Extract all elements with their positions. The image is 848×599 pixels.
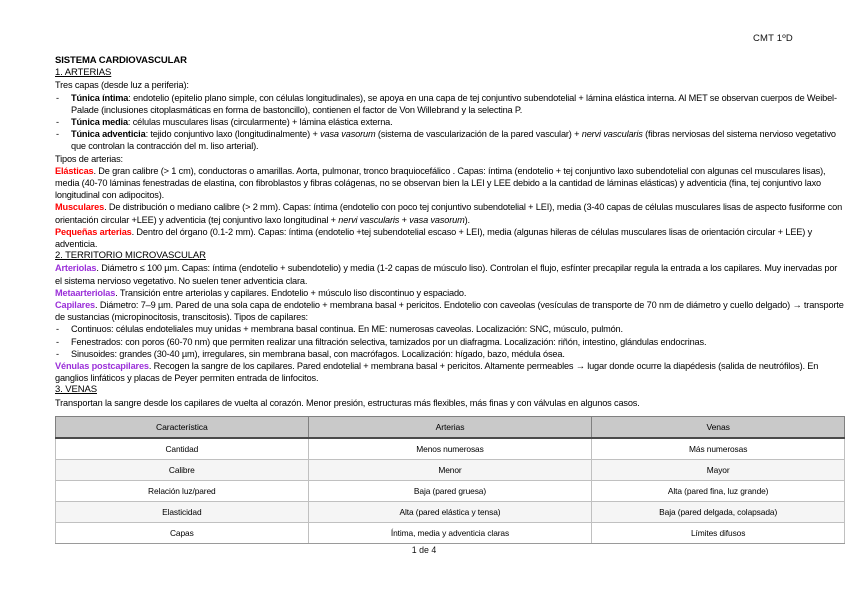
table-cell: Baja (pared delgada, colapsada) (592, 501, 845, 522)
dash-bullet-icon: - (56, 92, 59, 103)
list-item (55, 323, 845, 335)
table-cell: Límites difusos (592, 522, 845, 543)
bullet-italic-term: vasa vasorum (320, 129, 376, 140)
table-cell: Elasticidad (56, 501, 309, 522)
list-item (55, 128, 845, 152)
artery-type-text-pre: . De distribución o mediano calibre (> 2 mm). Capas: íntima (endotelio con poco tej conjuntivo subendotelial + LEI), media (3-40 capas de células musculares lisas de aspecto fusiforme con orientación circular +LEE) y adventicia (tej conjuntivo laxo longitudinal + (55, 202, 843, 225)
artery-type-text-mid: + (399, 214, 410, 225)
table-header-venas: Venas (592, 416, 845, 438)
micro-type-text: . Diámetro ≤ 100 µm. Capas: íntima (endotelio + subendotelio) y media (1-2 capas de músculo liso). Controlan el flujo, esfínter precapilar regula la entrada a los capilares. Muy inervadas por el sistema nervioso vegetativo. No suelen tener adventicia clara. (55, 263, 838, 286)
venas-intro: Transportan la sangre desde los capilares de vuelta al corazón. Menor presión, estructuras más flexibles, más finas y con válvulas en algunos casos. (55, 397, 640, 408)
dash-bullet-icon: - (56, 129, 59, 140)
dash-bullet-icon: - (56, 348, 59, 359)
micro-type-venulas (55, 360, 845, 384)
table-cell: Cantidad (56, 438, 309, 460)
artery-type-musculares (55, 201, 845, 225)
table-header-row (56, 416, 845, 438)
micro-type-name: Vénulas postcapilares (55, 361, 149, 372)
bullet-term: Túnica media (71, 117, 128, 128)
comparison-table (55, 416, 845, 544)
table-cell: Calibre (56, 459, 309, 480)
table-cell: Baja (pared gruesa) (308, 480, 592, 501)
list-item (55, 92, 845, 116)
artery-type-text: . Dentro del órgano (0.1-2 mm). Capas: íntima (endotelio +tej subendotelial escaso + LEI), media (algunas hileras de células musculares lisas de orientación circular + LEE) y adventicia. (55, 226, 813, 250)
document-body (55, 55, 845, 544)
artery-type-name: Musculares (55, 202, 105, 213)
bullet-text-mid: (sistema de vascularización de la pared vascular) + (375, 129, 582, 140)
table-header-arterias: Arterias (308, 416, 592, 438)
page-footer: 1 de 4 (411, 545, 437, 555)
capillary-bullet-text: Fenestrados: con poros (60-70 nm) que permiten realizar una filtración selectiva, tamizados por un diafragma. Localización: riñón, intestino, glándulas endocrinas. (71, 336, 707, 347)
bullet-text: : endotelio (epitelio plano simple, con células longitudinales), se apoya en una capa de tej conjuntivo subendotelial + lámina elástica interna. Al MET se observan cuerpos de Weibel-Palade (inclusiones citoplasmáticas en forma de bastoncillo), contienen el factor de Von Willebrand y la selectina P. (71, 92, 837, 115)
micro-type-capilares (55, 299, 845, 323)
micro-type-metaarteriolas (55, 287, 845, 299)
table-cell: Capas (56, 522, 309, 543)
page-header-code: CMT 1ºD (752, 33, 793, 44)
tipos-arterias-intro: Tipos de arterias: (55, 153, 123, 164)
table-cell: Menor (308, 459, 592, 480)
dash-bullet-icon: - (56, 324, 59, 335)
micro-type-name: Capilares (55, 300, 96, 311)
bullet-term: Túnica adventicia (71, 129, 146, 140)
artery-type-text-post: ). (464, 214, 470, 225)
artery-italic-term: nervi vascularis (338, 214, 400, 225)
artery-type-text: . De gran calibre (> 1 cm), conductoras o amarillas. Aorta, pulmonar, tronco braquiocefálico . Capas: íntima (endotelio + tej conjuntivo laxo subendotelial con algunas cel musculares lisas), media (40-70 láminas fenestradas de elastina, con fibroblastos y fibras colágenas, no se observan bien la LEI y LEE debido a la cantidad de láminas elásticas) y adventicia (fina, tej conjuntivo laxo longitudinal con adipocitos). (55, 165, 826, 201)
page-title: SISTEMA CARDIOVASCULAR (55, 55, 187, 66)
list-item (55, 116, 845, 128)
artery-type-name: Elásticas (55, 165, 94, 176)
table-row (56, 501, 845, 522)
artery-type-elasticas (55, 165, 845, 202)
micro-type-name: Arteriolas (55, 263, 97, 274)
dash-bullet-icon: - (56, 117, 59, 128)
table-cell: Alta (pared fina, luz grande) (592, 480, 845, 501)
list-item (55, 348, 845, 360)
table-row (56, 459, 845, 480)
bullet-term: Túnica íntima (71, 92, 129, 103)
section-heading-venas: 3. VENAS (55, 384, 97, 396)
table-row (56, 480, 845, 501)
bullet-text-pre: : tejido conjuntivo laxo (longitudinalmente) + (145, 129, 321, 140)
capillary-bullet-text: Continuos: células endoteliales muy unidas + membrana basal continua. En ME: numerosas caveolas. Localización: SNC, músculo, pulmón. (71, 324, 623, 335)
list-item (55, 336, 845, 348)
section-heading-microvascular: 2. TERRITORIO MICROVASCULAR (55, 250, 206, 262)
table-cell: Más numerosas (592, 438, 845, 460)
micro-type-name: Metaarteriolas (55, 287, 116, 298)
bullet-text-post: (fibras nerviosas del sistema nervioso vegetativo que controlan la contracción del m. liso arterial). (71, 129, 836, 152)
bullet-italic-term: nervi vascularis (581, 129, 643, 140)
artery-italic-term: vasa vasorum (409, 214, 465, 225)
micro-type-text: . Transición entre arteriolas y capilares. Endotelio + músculo liso discontinuo y espaciado. (115, 287, 467, 298)
table-cell: Menos numerosas (308, 438, 592, 460)
bullet-text: : células musculares lisas (circularmente) + lámina elástica externa. (127, 117, 393, 128)
capillary-bullet-text: Sinusoides: grandes (30-40 µm), irregulares, sin membrana basal, con macrófagos. Localización: hígado, bazo, médula ósea. (71, 348, 565, 359)
micro-type-text: . Recogen la sangre de los capilares. Pared endotelial + membrana basal + pericitos. Altamente permeables → lugar donde ocurre la diapédesis (salida de neutrófilos). En ganglios linfáticos y placas de Peyer permiten entrada de linfocitos. (55, 361, 819, 384)
table-cell: Alta (pared elástica y tensa) (308, 501, 592, 522)
micro-type-arteriolas (55, 262, 845, 286)
table-row (56, 438, 845, 460)
artery-type-pequenas (55, 226, 845, 250)
table-cell: Íntima, media y adventicia claras (308, 522, 592, 543)
table-cell: Relación luz/pared (56, 480, 309, 501)
micro-type-text: . Diámetro: 7–9 µm. Pared de una sola capa de endotelio + membrana basal + pericitos. Endotelio con caveolas (vesículas de transporte de 70 nm de diámetro y cuello delgado) → transporte de sustancias (micropinocitosis, transcitosis). Tipos de capilares: (55, 300, 844, 323)
arterias-intro: Tres capas (desde luz a periferia): (55, 80, 189, 91)
table-header-caracteristica: Característica (56, 416, 309, 438)
artery-type-name: Pequeñas arterias (55, 226, 132, 237)
table-cell: Mayor (592, 459, 845, 480)
table-row (56, 522, 845, 543)
section-heading-arterias: 1. ARTERIAS (55, 67, 112, 79)
dash-bullet-icon: - (56, 336, 59, 347)
